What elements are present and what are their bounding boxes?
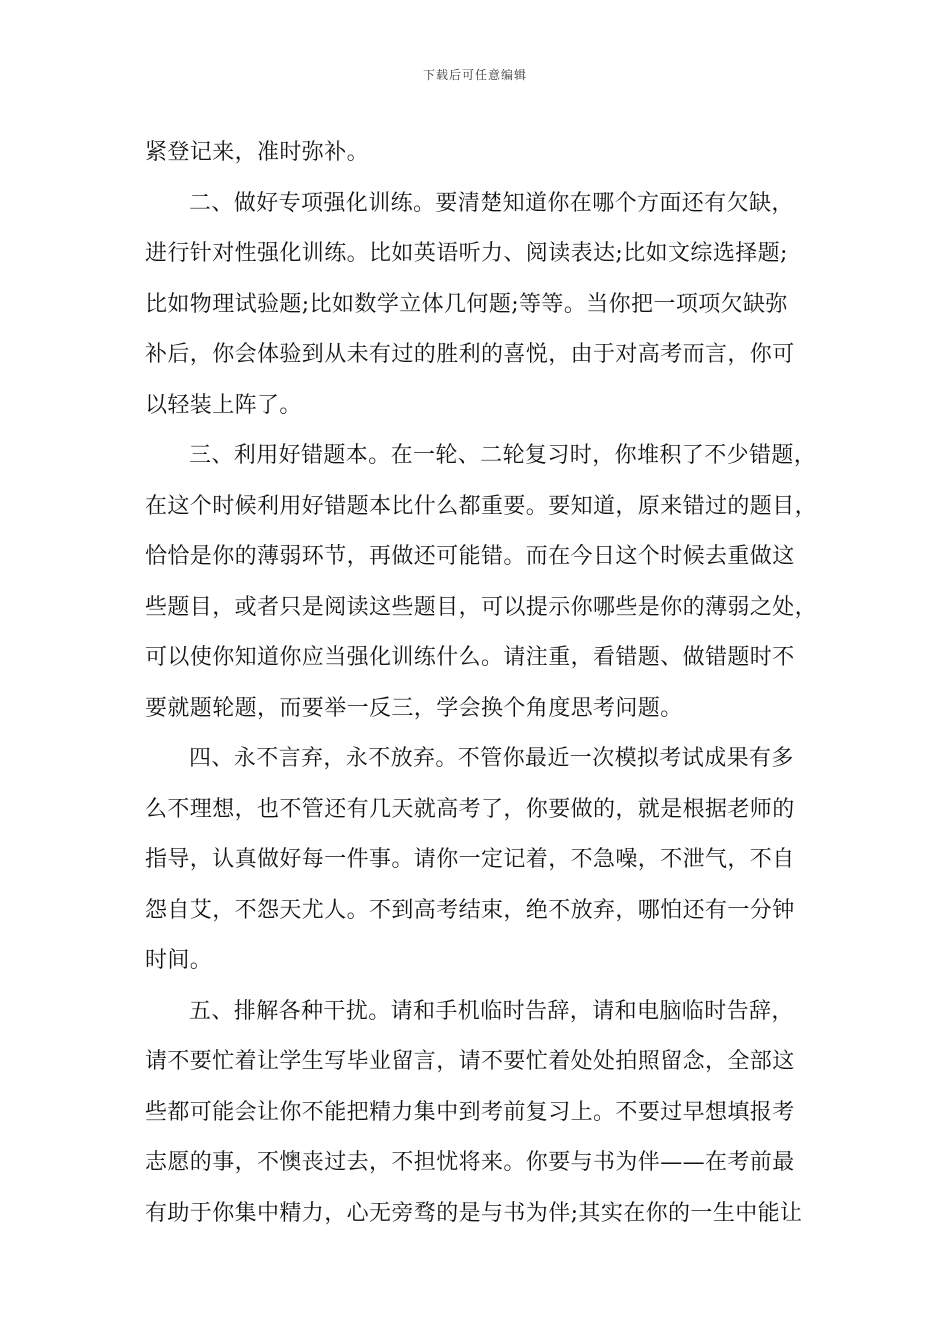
text-line: 紧登记来，准时弥补。 (145, 140, 370, 165)
text-line: 要就题轮题，而要举一反三，学会换个角度思考问题。 (145, 695, 683, 721)
text-line: 些题目，或者只是阅读这些题目，可以提示你哪些是你的薄弱之处， (145, 594, 818, 620)
text-line: 有助于你集中精力，心无旁骛的是与书为伴;其实在你的一生中能让 (145, 1200, 803, 1226)
text-line: 时间。 (145, 948, 213, 973)
text-line: 可以使你知道你应当强化训练什么。请注重，看错题、做错题时不 (145, 645, 795, 670)
text-line: 比如物理试验题;比如数学立体几何题;等等。当你把一项项欠缺弥 (145, 291, 788, 317)
page-header: 下载后可任意编辑 (422, 68, 527, 82)
text-line: 三、利用好错题本。在一轮、二轮复习时，你堆积了不少错题， (189, 443, 817, 468)
text-line: 在这个时候利用好错题本比什么都重要。要知道，原来错过的题目， (145, 493, 818, 519)
text-line: 请不要忙着让学生写毕业留言，请不要忙着处处拍照留念，全部这 (145, 1049, 795, 1074)
text-line: 四、永不言弃，永不放弃。不管你最近一次模拟考试成果有多 (189, 746, 794, 771)
text-line: 些都可能会让你不能把精力集中到考前复习上。不要过早想填报考 (145, 1099, 795, 1125)
text-line: 以轻装上阵了。 (145, 392, 302, 418)
text-line: 志愿的事，不懊丧过去，不担忧将来。你要与书为伴——在考前最 (145, 1150, 795, 1175)
text-line: 怨自艾，不怨天尤人。不到高考结束，绝不放弃，哪怕还有一分钟 (145, 897, 795, 923)
text-line: 补后，你会体验到从未有过的胜利的喜悦，由于对高考而言，你可 (145, 342, 795, 367)
text-line: 进行针对性强化训练。比如英语听力、阅读表达;比如文综选择题; (145, 241, 788, 266)
document-body (145, 128, 818, 1239)
text-line: 指导，认真做好每一件事。请你一定记着，不急噪，不泄气，不自 (145, 847, 795, 872)
text-line: 么不理想，也不管还有几天就高考了，你要做的，就是根据老师的 (145, 796, 795, 822)
text-line: 二、做好专项强化训练。要清楚知道你在哪个方面还有欠缺， (189, 190, 794, 216)
text-line: 五、排解各种干扰。请和手机临时告辞，请和电脑临时告辞， (189, 998, 794, 1024)
text-line: 恰恰是你的薄弱环节，再做还可能错。而在今日这个时候去重做这 (145, 544, 795, 569)
